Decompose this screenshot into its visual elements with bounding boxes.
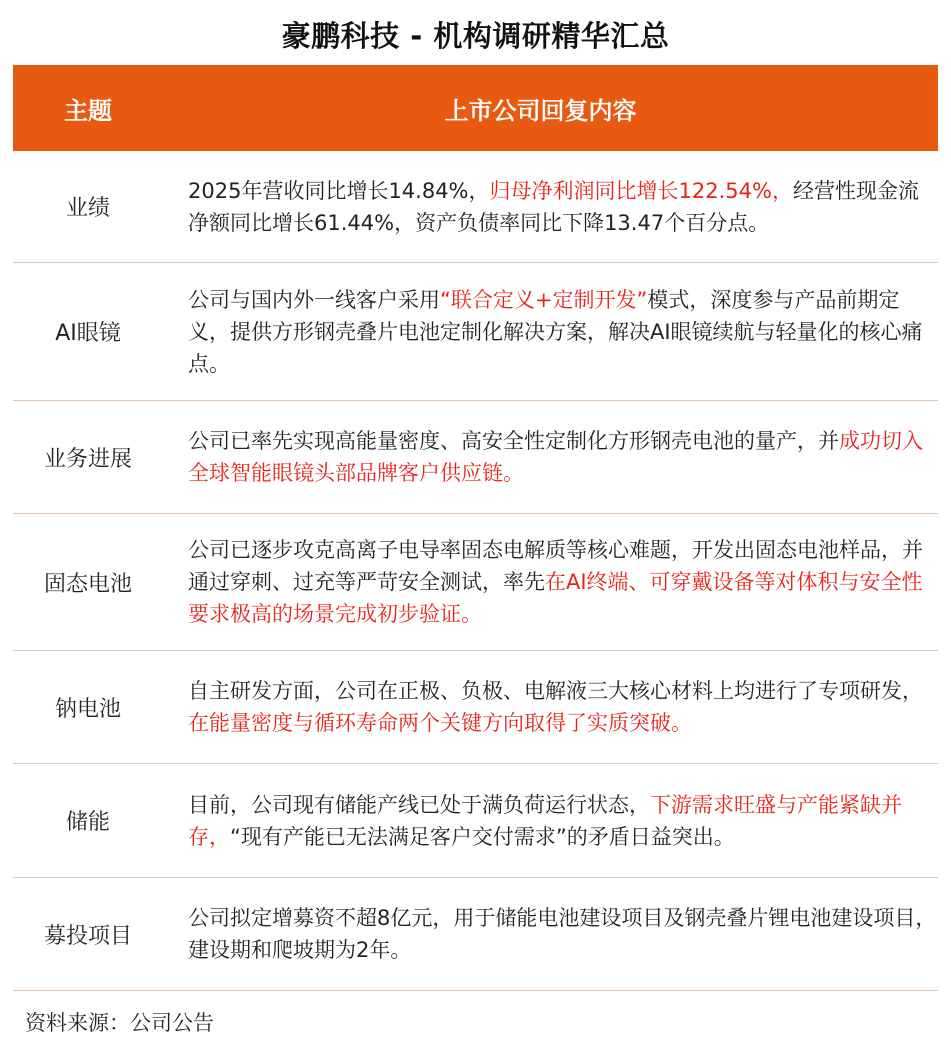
content-highlight: 归母净利润同比增长122.54%， xyxy=(489,178,793,203)
table-row xyxy=(13,401,938,514)
table-row xyxy=(13,764,938,878)
row-content xyxy=(163,675,938,739)
row-content xyxy=(163,534,938,630)
content-text: “现有产能已无法满足客户交付需求”的矛盾日益突出。 xyxy=(230,824,735,849)
row-topic: 业绩 xyxy=(65,196,110,221)
table-header xyxy=(13,65,938,151)
content-highlight: 下游需求旺盛与产能紧缺并存， xyxy=(188,792,902,849)
page-title: 豪鹏科技 - 机构调研精华汇总 xyxy=(281,19,670,53)
row-content xyxy=(163,425,938,489)
content-text: 公司拟定增募资不超8亿元，用于储能电池建设项目及钢壳叠片锂电池建设项目，建设期和爬坡期为2年。 xyxy=(188,906,937,962)
row-topic: 储能 xyxy=(65,810,110,835)
table-row xyxy=(13,151,938,263)
content-text: 公司与国内外一线客户采用 xyxy=(188,287,440,312)
table-row xyxy=(13,263,938,401)
content-highlight: 成功切入全球智能眼镜头部品牌客户供应链。 xyxy=(188,429,923,485)
summary-table xyxy=(13,65,938,991)
content-highlight: “联合定义+定制开发” xyxy=(440,287,648,312)
content-text: 2025年营收同比增长14.84%， xyxy=(188,178,490,203)
row-topic: 募投项目 xyxy=(43,923,132,949)
row-topic: 固态电池 xyxy=(43,571,132,597)
table-row xyxy=(13,514,938,651)
content-text: 公司已率先实现高能量密度、高安全性定制化方形钢壳电池的量产，并 xyxy=(188,429,839,453)
header-topic: 主题 xyxy=(64,96,112,125)
row-content xyxy=(163,175,938,239)
row-content xyxy=(163,284,938,380)
table-row xyxy=(13,878,938,991)
row-topic: 业务进展 xyxy=(43,446,132,472)
row-content xyxy=(163,902,938,966)
row-content xyxy=(163,789,938,853)
content-text: 自主研发方面，公司在正极、负极、电解液三大核心材料上均进行了专项研发， xyxy=(188,679,923,703)
content-text: 模式，深度参与产品前期定义，提供方形钢壳叠片电池定制化解决方案，解决AI眼镜续航与轻量化的核心痛点。 xyxy=(188,287,923,376)
content-text: 经营性现金流净额同比增长61.44%，资产负债率同比下降13.47个百分点。 xyxy=(188,178,919,235)
row-topic: 钠电池 xyxy=(54,696,121,722)
content-highlight: 在能量密度与循环寿命两个关键方向取得了实质突破。 xyxy=(188,711,692,735)
source-note: 资料来源：公司公告 xyxy=(25,1011,214,1035)
content-text: 目前，公司现有储能产线已处于满负荷运行状态， xyxy=(188,792,650,817)
content-text: 公司已逐步攻克高离子电导率固态电解质等核心难题，开发出固态电池样品，并通过穿刺、过充等严苛安全测试，率先 xyxy=(188,538,923,594)
row-topic: AI眼镜 xyxy=(55,321,121,346)
table-row xyxy=(13,651,938,764)
content-highlight: 在AI终端、可穿戴设备等对体积与安全性要求极高的场景完成初步验证。 xyxy=(188,570,923,626)
header-content: 上市公司回复内容 xyxy=(444,96,637,125)
